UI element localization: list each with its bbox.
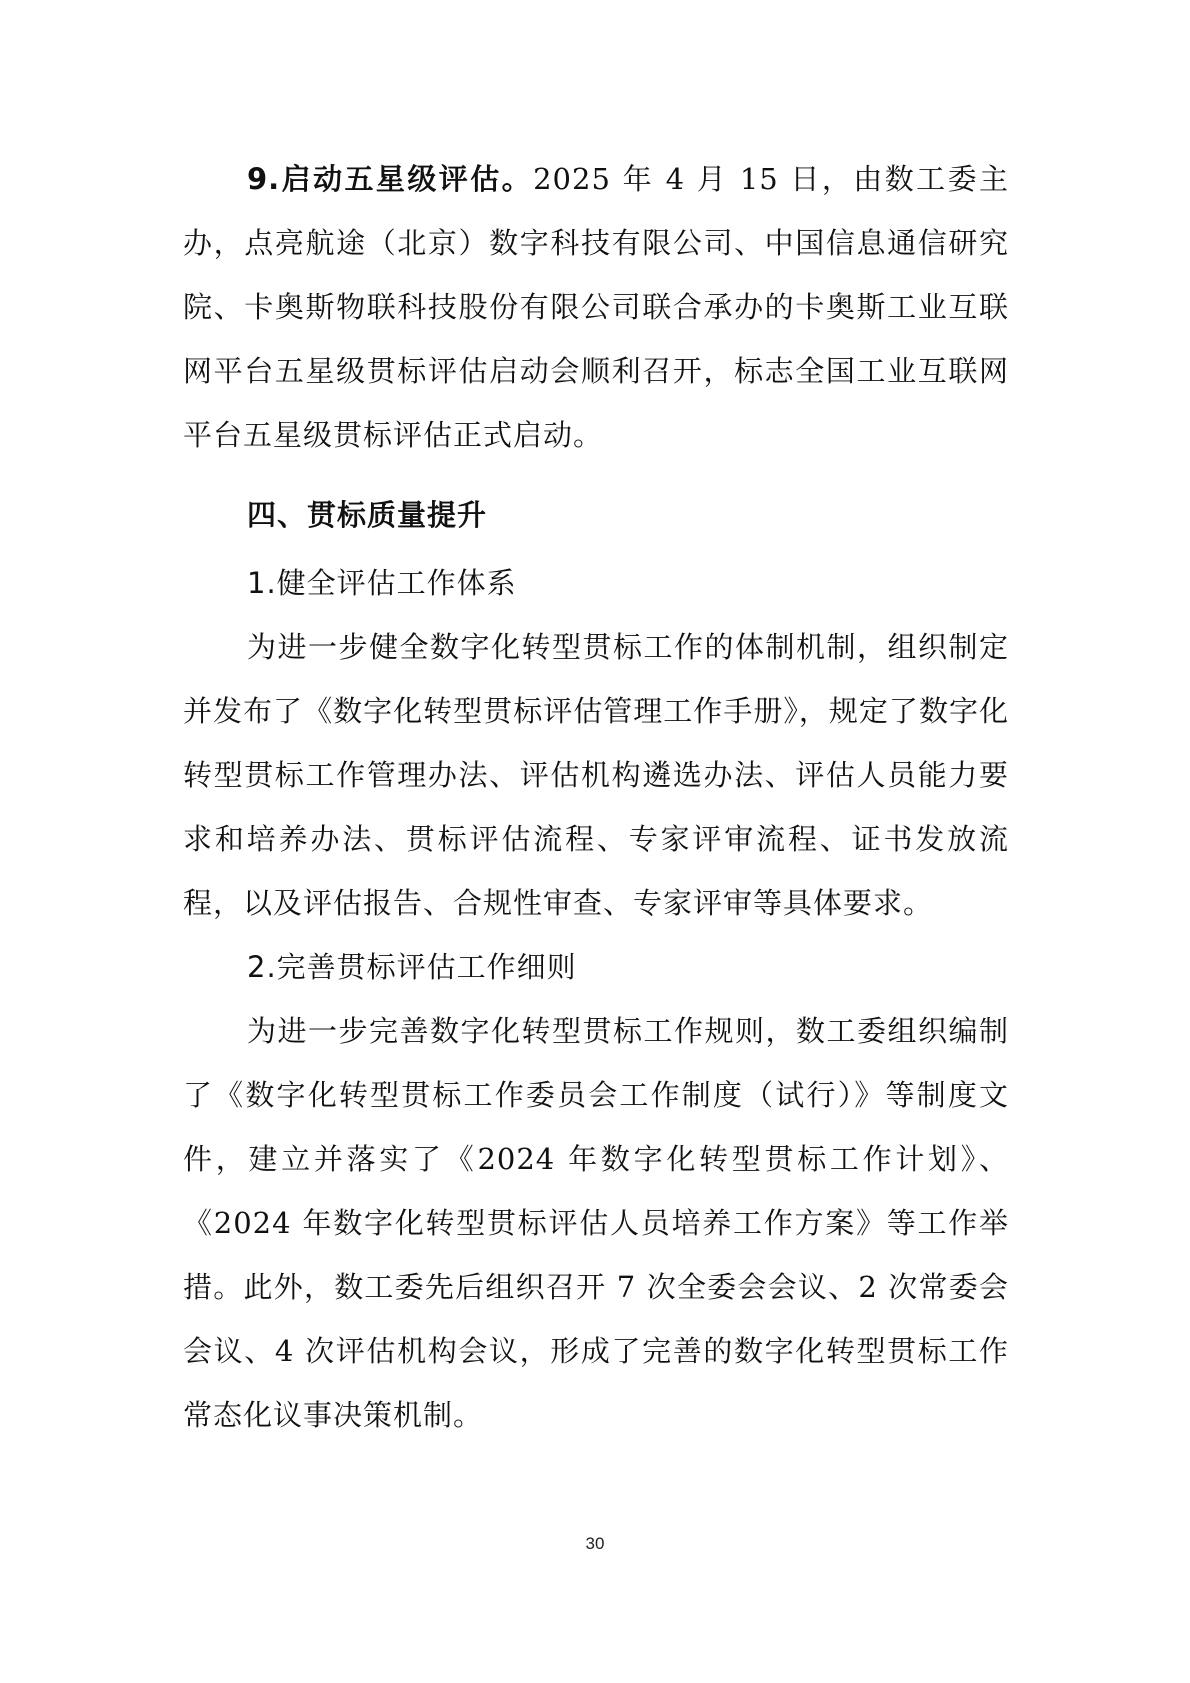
paragraph-sub-2: 为进一步完善数字化转型贯标工作规则，数工委组织编制了《数字化转型贯标工作委员会工作制度（试行）》等制度文件，建立并落实了《2024 年数字化转型贯标工作计划》、《2024 年数字化转型贯标评估人员培养工作方案》等工作举措。此外，数工委先后组织召开 7 次全委会会议、2 次常委会会议、4 次评估机构会议，形成了完善的数字化转型贯标工作常态化议事决策机制。	[183, 1014, 1009, 1432]
paragraph-item-9	[183, 147, 1009, 467]
subsection-title-2: 2.完善贯标评估工作细则	[247, 950, 577, 984]
section-heading-4: 四、贯标质量提升	[247, 498, 488, 532]
subsection-title-1: 1.健全评估工作体系	[247, 566, 517, 600]
item-9-text: 2025 年 4 月 15 日，由数工委主办，点亮航途（北京）数字科技有限公司、中国信息通信研究院、卡奥斯物联科技股份有限公司联合承办的卡奥斯工业互联网平台五星级贯标评估启动会顺利召开，标志全国工业互联网平台五星级贯标评估正式启动。	[183, 162, 1009, 452]
item-9-title: 9.启动五星级评估。	[247, 162, 534, 196]
spacer	[183, 467, 1009, 471]
page-number: 30	[585, 1534, 605, 1553]
paragraph-sub-1: 为进一步健全数字化转型贯标工作的体制机制，组织制定并发布了《数字化转型贯标评估管理工作手册》，规定了数字化转型贯标工作管理办法、评估机构遴选办法、评估人员能力要求和培养办法、贯标评估流程、专家评审流程、证书发放流程，以及评估报告、合规性审查、专家评审等具体要求。	[183, 630, 1009, 920]
page-content	[183, 147, 1009, 1447]
